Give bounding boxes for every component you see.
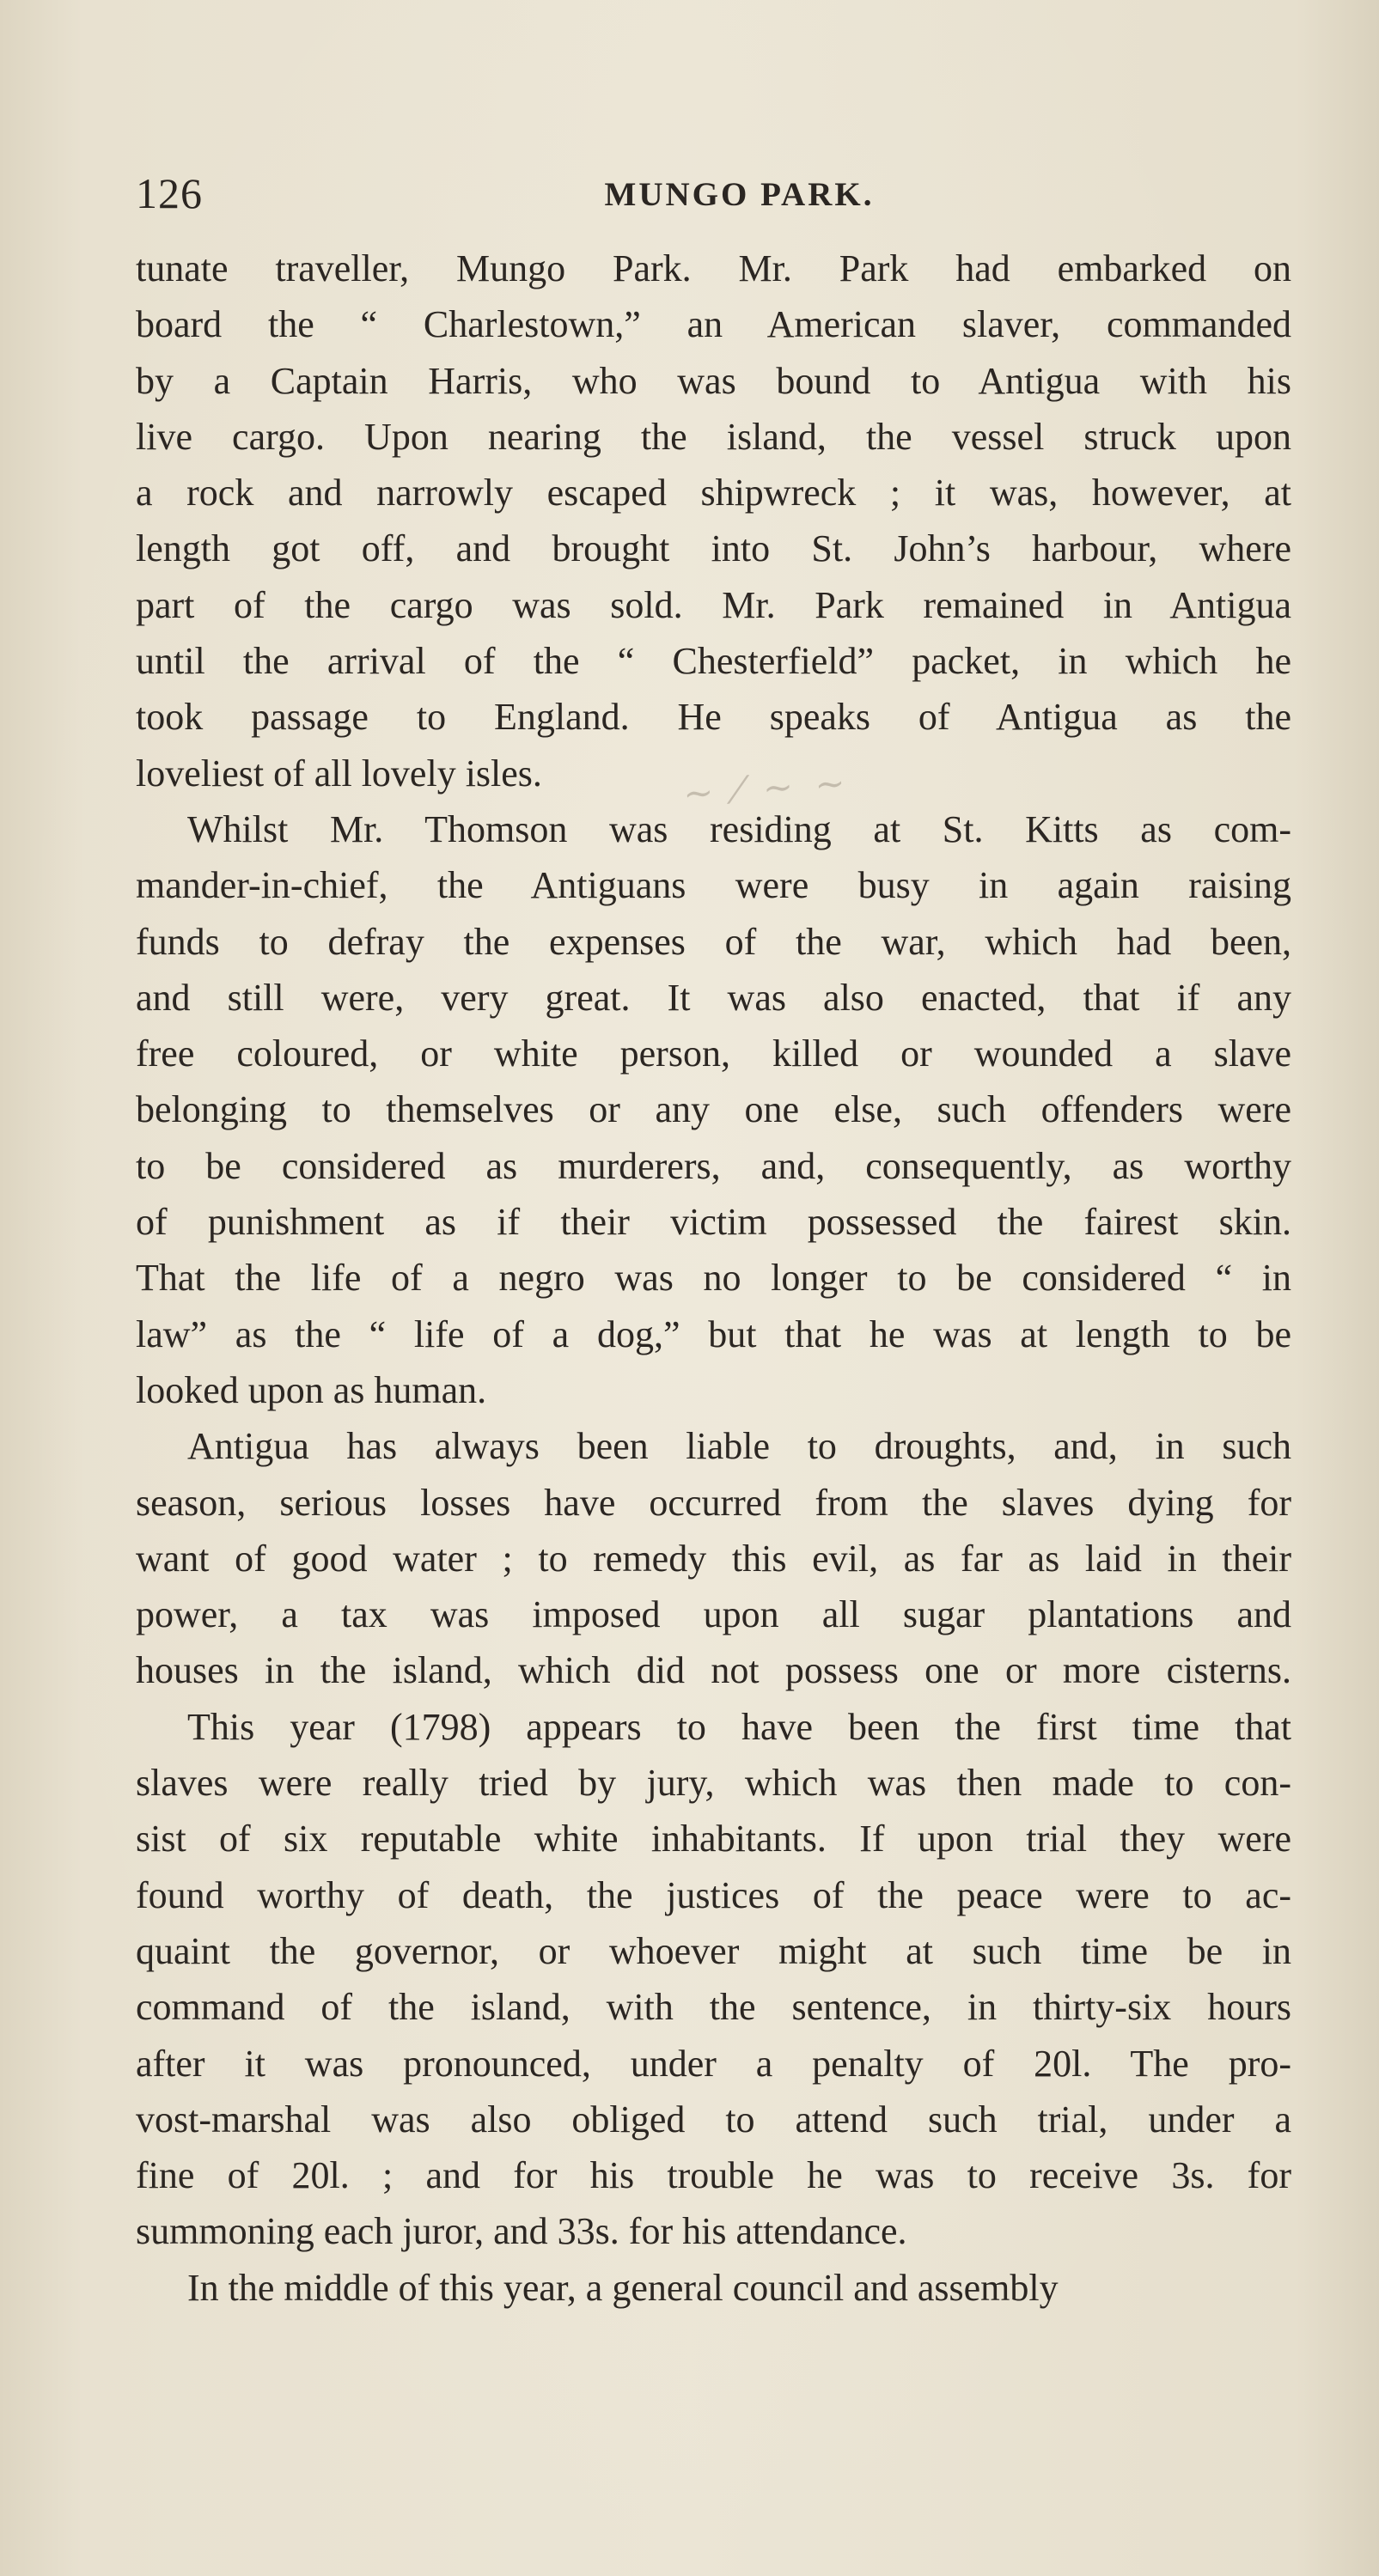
paragraph-start-line: This year (1798) appears to have been the first time that (187, 1705, 1291, 1748)
text-line: funds to defray the expenses of the war, which had been, (136, 920, 1291, 963)
text-line: a rock and narrowly escaped shipwreck ; it was, however, at (136, 472, 1291, 515)
text-line: sist of six reputable white inhabitants. If upon trial they were (136, 1818, 1291, 1860)
text-line: found worthy of death, the justices of the peace were to ac- (136, 1873, 1291, 1916)
text-line: command of the island, with the sentence, in thirty-six hours (136, 1986, 1291, 2029)
text-line: mander-in-chief, the Antiguans were busy in again raising (136, 864, 1291, 907)
text-line: took passage to England. He speaks of Antigua as the (136, 696, 1291, 739)
text-line: tunate traveller, Mungo Park. Mr. Park had embarked on (136, 247, 1291, 289)
text-line: vost-marshal was also obliged to attend such trial, under a (136, 2098, 1291, 2141)
text-line: free coloured, or white person, killed or wounded a slave (136, 1032, 1291, 1075)
text-line: live cargo. Upon nearing the island, the vessel struck upon (136, 415, 1291, 458)
text-line: law” as the “ life of a dog,” but that he was at length to be (136, 1312, 1291, 1355)
text-line: fine of 20l. ; and for his trouble he was to receive 3s. for (136, 2154, 1291, 2197)
text-line: houses in the island, which did not possess one or more cisterns. (136, 1649, 1291, 1692)
paragraph-start-line: Antigua has always been liable to droughts, and, in such (187, 1425, 1291, 1468)
text-line: by a Captain Harris, who was bound to Antigua with his (136, 359, 1291, 402)
paragraph-start-line: In the middle of this year, a general council and assembly (187, 2266, 1059, 2309)
text-line: want of good water ; to remedy this evil, as far as laid in their (136, 1537, 1291, 1580)
text-line: That the life of a negro was no longer to be considered “ in (136, 1257, 1291, 1300)
text-line: part of the cargo was sold. Mr. Park remained in Antigua (136, 583, 1291, 626)
running-title: MUNGO PARK. (604, 176, 875, 213)
text-line: until the arrival of the “ Chesterfield” packet, in which he (136, 640, 1291, 683)
text-line: slaves were really tried by jury, which was then made to con- (136, 1762, 1291, 1805)
text-line: power, a tax was imposed upon all sugar plantations and (136, 1593, 1291, 1636)
text-line: length got off, and brought into St. John’s harbour, where (136, 527, 1291, 570)
text-line: season, serious losses have occurred from the slaves dying for (136, 1481, 1291, 1524)
page-number: 126 (136, 169, 203, 217)
text-line: loveliest of all lovely isles. (136, 752, 542, 795)
text-line: belonging to themselves or any one else, such offenders were (136, 1088, 1291, 1131)
text-line: board the “ Charlestown,” an American slaver, commanded (136, 303, 1291, 346)
paragraph-start-line: Whilst Mr. Thomson was residing at St. Kitts as com- (187, 807, 1291, 850)
text-line: looked upon as human. (136, 1368, 487, 1411)
text-line: after it was pronounced, under a penalty of 20l. The pro- (136, 2042, 1291, 2085)
text-line: and still were, very great. It was also enacted, that if any (136, 976, 1291, 1019)
body-text (136, 241, 1291, 2316)
pencil-marginalia-scribble: ~ ⁄ ~ ~ (681, 761, 852, 815)
text-line: summoning each juror, and 33s. for his attendance. (136, 2210, 907, 2253)
text-line: quaint the governor, or whoever might at such time be in (136, 1929, 1291, 1972)
running-head (136, 168, 1291, 220)
text-line: to be considered as murderers, and, consequently, as worthy (136, 1144, 1291, 1187)
text-line: of punishment as if their victim possessed the fairest skin. (136, 1201, 1291, 1244)
